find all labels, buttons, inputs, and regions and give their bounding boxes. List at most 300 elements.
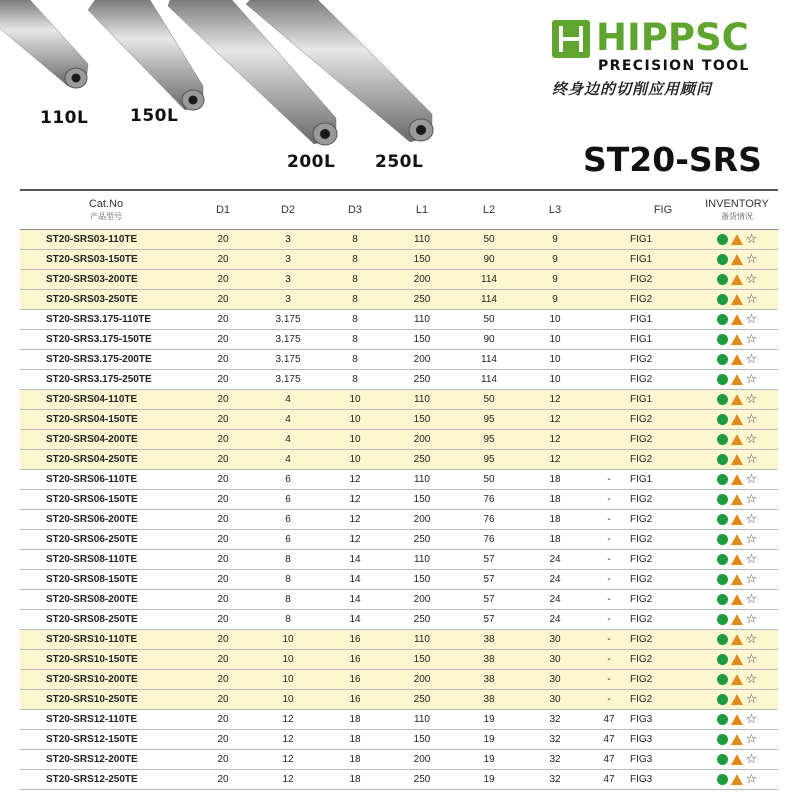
cell-l1: 250 <box>388 449 456 469</box>
cell-l3: 12 <box>522 449 588 469</box>
cell-d3: 14 <box>322 569 388 589</box>
header-l2: L2 <box>456 190 522 229</box>
cell-d1: 20 <box>192 369 254 389</box>
cell-fig: FIG2 <box>630 369 696 389</box>
cell-inventory <box>696 669 778 689</box>
cell-x <box>588 449 630 469</box>
cell-cat: ST20-SRS03-200TE <box>20 269 192 289</box>
cell-d1: 20 <box>192 289 254 309</box>
cell-l2: 57 <box>456 589 522 609</box>
cell-d2: 12 <box>254 749 322 769</box>
in-stock-dot-icon <box>717 294 728 305</box>
cell-l2: 90 <box>456 329 522 349</box>
cell-d1: 20 <box>192 349 254 369</box>
cell-l1: 110 <box>388 389 456 409</box>
in-stock-dot-icon <box>717 754 728 765</box>
cell-inventory <box>696 509 778 529</box>
triangle-icon <box>731 354 743 365</box>
cell-fig: FIG1 <box>630 469 696 489</box>
header-l1: L1 <box>388 190 456 229</box>
cell-d3: 8 <box>322 229 388 249</box>
cell-l2: 76 <box>456 529 522 549</box>
cell-x: 47 <box>588 769 630 789</box>
header-inventory: INVENTORY 备货情况 <box>696 190 778 229</box>
cell-l2: 57 <box>456 609 522 629</box>
cell-fig: FIG2 <box>630 349 696 369</box>
cell-x <box>588 249 630 269</box>
cell-inventory <box>696 709 778 729</box>
cell-d1: 20 <box>192 469 254 489</box>
star-outline-icon: ☆ <box>745 511 758 526</box>
cell-l2: 38 <box>456 669 522 689</box>
cell-l2: 76 <box>456 509 522 529</box>
cell-l3: 9 <box>522 269 588 289</box>
cell-l2: 114 <box>456 369 522 389</box>
table-row <box>20 249 778 269</box>
cell-d2: 10 <box>254 689 322 709</box>
table-row <box>20 589 778 609</box>
header-d2: D2 <box>254 190 322 229</box>
cell-cat: ST20-SRS3.175-150TE <box>20 329 192 349</box>
cell-x: - <box>588 489 630 509</box>
header-cat-no-sub: 产品型号 <box>90 211 122 221</box>
in-stock-dot-icon <box>717 774 728 785</box>
cell-fig: FIG2 <box>630 409 696 429</box>
cell-d1: 20 <box>192 589 254 609</box>
triangle-icon <box>731 614 743 625</box>
cell-inventory <box>696 629 778 649</box>
cell-l1: 250 <box>388 689 456 709</box>
cell-d1: 20 <box>192 249 254 269</box>
cell-d2: 3.175 <box>254 309 322 329</box>
star-outline-icon: ☆ <box>745 671 758 686</box>
cell-d2: 6 <box>254 529 322 549</box>
star-outline-icon: ☆ <box>745 611 758 626</box>
cell-l3: 10 <box>522 349 588 369</box>
cell-fig: FIG2 <box>630 649 696 669</box>
cell-d2: 4 <box>254 409 322 429</box>
cell-cat: ST20-SRS06-200TE <box>20 509 192 529</box>
header-l3: L3 <box>522 190 588 229</box>
cell-d1: 20 <box>192 449 254 469</box>
triangle-icon <box>731 254 743 265</box>
star-outline-icon: ☆ <box>745 251 758 266</box>
cell-d1: 20 <box>192 669 254 689</box>
triangle-icon <box>731 534 743 545</box>
table-row <box>20 529 778 549</box>
cell-l3: 24 <box>522 589 588 609</box>
cell-l1: 110 <box>388 229 456 249</box>
star-outline-icon: ☆ <box>745 311 758 326</box>
star-outline-icon: ☆ <box>745 331 758 346</box>
cell-x <box>588 429 630 449</box>
table-row <box>20 489 778 509</box>
cell-l3: 30 <box>522 689 588 709</box>
cell-x <box>588 409 630 429</box>
label-250l: 250L <box>375 152 424 172</box>
table-row <box>20 649 778 669</box>
cell-x <box>588 349 630 369</box>
cell-l1: 200 <box>388 429 456 449</box>
cell-l1: 110 <box>388 709 456 729</box>
cell-d2: 8 <box>254 589 322 609</box>
cell-cat: ST20-SRS04-250TE <box>20 449 192 469</box>
cell-inventory <box>696 729 778 749</box>
triangle-icon <box>731 414 743 425</box>
cell-inventory <box>696 549 778 569</box>
cell-l1: 200 <box>388 749 456 769</box>
cell-fig: FIG3 <box>630 769 696 789</box>
table-row <box>20 509 778 529</box>
cell-l2: 38 <box>456 649 522 669</box>
cell-d1: 20 <box>192 629 254 649</box>
cell-inventory <box>696 389 778 409</box>
triangle-icon <box>731 454 743 465</box>
cell-cat: ST20-SRS04-150TE <box>20 409 192 429</box>
cell-cat: ST20-SRS3.175-200TE <box>20 349 192 369</box>
cell-inventory <box>696 449 778 469</box>
triangle-icon <box>731 554 743 565</box>
cell-d3: 18 <box>322 729 388 749</box>
cell-cat: ST20-SRS12-250TE <box>20 769 192 789</box>
cell-cat: ST20-SRS06-150TE <box>20 489 192 509</box>
in-stock-dot-icon <box>717 454 728 465</box>
cell-d1: 20 <box>192 689 254 709</box>
star-outline-icon: ☆ <box>745 631 758 646</box>
cell-x <box>588 269 630 289</box>
cell-l3: 12 <box>522 409 588 429</box>
cell-l1: 200 <box>388 509 456 529</box>
cell-x: - <box>588 549 630 569</box>
label-200l: 200L <box>287 152 336 172</box>
cell-fig: FIG1 <box>630 309 696 329</box>
cell-l1: 200 <box>388 589 456 609</box>
cell-x: 47 <box>588 709 630 729</box>
table-row <box>20 609 778 629</box>
cell-d2: 4 <box>254 429 322 449</box>
cell-d1: 20 <box>192 509 254 529</box>
cell-inventory <box>696 289 778 309</box>
cell-d3: 16 <box>322 669 388 689</box>
cell-l1: 250 <box>388 609 456 629</box>
cell-d2: 8 <box>254 609 322 629</box>
in-stock-dot-icon <box>717 614 728 625</box>
cell-l3: 10 <box>522 309 588 329</box>
cell-d3: 12 <box>322 469 388 489</box>
table-row <box>20 769 778 789</box>
cell-l2: 95 <box>456 429 522 449</box>
cell-cat: ST20-SRS12-200TE <box>20 749 192 769</box>
cell-d3: 12 <box>322 509 388 529</box>
cell-cat: ST20-SRS04-200TE <box>20 429 192 449</box>
cell-l2: 95 <box>456 409 522 429</box>
cell-cat: ST20-SRS12-150TE <box>20 729 192 749</box>
star-outline-icon: ☆ <box>745 731 758 746</box>
triangle-icon <box>731 714 743 725</box>
cell-x: - <box>588 509 630 529</box>
cell-inventory <box>696 309 778 329</box>
triangle-icon <box>731 694 743 705</box>
header-cat-no: Cat.No 产品型号 <box>20 190 192 229</box>
cell-x <box>588 389 630 409</box>
in-stock-dot-icon <box>717 394 728 405</box>
in-stock-dot-icon <box>717 354 728 365</box>
star-outline-icon: ☆ <box>745 571 758 586</box>
in-stock-dot-icon <box>717 554 728 565</box>
cell-d1: 20 <box>192 749 254 769</box>
cell-l1: 150 <box>388 649 456 669</box>
triangle-icon <box>731 574 743 585</box>
in-stock-dot-icon <box>717 734 728 745</box>
cell-d3: 10 <box>322 429 388 449</box>
cell-d2: 6 <box>254 489 322 509</box>
cell-l2: 114 <box>456 289 522 309</box>
cell-l3: 24 <box>522 569 588 589</box>
brand-logo <box>552 18 792 98</box>
cell-l1: 250 <box>388 769 456 789</box>
cell-d1: 20 <box>192 529 254 549</box>
cell-l3: 32 <box>522 729 588 749</box>
cell-d3: 18 <box>322 709 388 729</box>
cell-inventory <box>696 609 778 629</box>
in-stock-dot-icon <box>717 374 728 385</box>
triangle-icon <box>731 474 743 485</box>
cell-l2: 19 <box>456 709 522 729</box>
triangle-icon <box>731 774 743 785</box>
cell-fig: FIG2 <box>630 669 696 689</box>
cell-l1: 150 <box>388 729 456 749</box>
cell-d2: 3 <box>254 269 322 289</box>
cell-l1: 200 <box>388 349 456 369</box>
cell-d1: 20 <box>192 409 254 429</box>
cell-d3: 8 <box>322 269 388 289</box>
cell-l1: 110 <box>388 309 456 329</box>
cell-l3: 32 <box>522 709 588 729</box>
cell-l2: 114 <box>456 349 522 369</box>
in-stock-dot-icon <box>717 314 728 325</box>
cell-d2: 6 <box>254 469 322 489</box>
cell-inventory <box>696 769 778 789</box>
star-outline-icon: ☆ <box>745 271 758 286</box>
cell-l2: 95 <box>456 449 522 469</box>
cell-l3: 9 <box>522 229 588 249</box>
cell-fig: FIG1 <box>630 329 696 349</box>
cell-d1: 20 <box>192 229 254 249</box>
cell-d3: 10 <box>322 389 388 409</box>
cell-d2: 12 <box>254 769 322 789</box>
cell-d2: 10 <box>254 649 322 669</box>
cell-d2: 3.175 <box>254 369 322 389</box>
cell-l1: 200 <box>388 669 456 689</box>
cell-d2: 10 <box>254 629 322 649</box>
table-row <box>20 289 778 309</box>
cell-x <box>588 289 630 309</box>
brand-slogan: 终身边的切削应用顾问 <box>552 80 713 98</box>
star-outline-icon: ☆ <box>745 751 758 766</box>
cell-cat: ST20-SRS08-250TE <box>20 609 192 629</box>
cell-d3: 10 <box>322 449 388 469</box>
cell-d2: 3 <box>254 289 322 309</box>
cell-x <box>588 229 630 249</box>
cell-x <box>588 329 630 349</box>
cell-l1: 110 <box>388 629 456 649</box>
cell-d3: 16 <box>322 649 388 669</box>
star-outline-icon: ☆ <box>745 451 758 466</box>
cell-inventory <box>696 369 778 389</box>
cell-d2: 12 <box>254 709 322 729</box>
cell-fig: FIG2 <box>630 629 696 649</box>
cell-l3: 30 <box>522 649 588 669</box>
cell-l1: 250 <box>388 529 456 549</box>
cell-inventory <box>696 349 778 369</box>
cell-fig: FIG2 <box>630 549 696 569</box>
cell-l1: 150 <box>388 569 456 589</box>
star-outline-icon: ☆ <box>745 591 758 606</box>
cell-cat: ST20-SRS10-150TE <box>20 649 192 669</box>
cell-inventory <box>696 329 778 349</box>
cell-fig: FIG2 <box>630 689 696 709</box>
cell-cat: ST20-SRS04-110TE <box>20 389 192 409</box>
in-stock-dot-icon <box>717 234 728 245</box>
cell-inventory <box>696 269 778 289</box>
cell-fig: FIG2 <box>630 269 696 289</box>
cell-l2: 38 <box>456 689 522 709</box>
triangle-icon <box>731 634 743 645</box>
cell-d1: 20 <box>192 649 254 669</box>
table-row <box>20 449 778 469</box>
cell-d3: 8 <box>322 369 388 389</box>
cell-l2: 114 <box>456 269 522 289</box>
cell-d2: 10 <box>254 669 322 689</box>
cell-d2: 3.175 <box>254 349 322 369</box>
cell-l3: 24 <box>522 609 588 629</box>
cell-inventory <box>696 429 778 449</box>
cell-l1: 110 <box>388 469 456 489</box>
table-row <box>20 689 778 709</box>
cell-inventory <box>696 689 778 709</box>
cell-cat: ST20-SRS10-110TE <box>20 629 192 649</box>
cell-fig: FIG2 <box>630 289 696 309</box>
cell-l2: 57 <box>456 549 522 569</box>
cell-x: - <box>588 589 630 609</box>
cell-l1: 150 <box>388 409 456 429</box>
cell-l3: 12 <box>522 429 588 449</box>
cell-inventory <box>696 489 778 509</box>
cell-d2: 4 <box>254 389 322 409</box>
cell-inventory <box>696 649 778 669</box>
header-d1: D1 <box>192 190 254 229</box>
triangle-icon <box>731 594 743 605</box>
cell-d3: 8 <box>322 249 388 269</box>
star-outline-icon: ☆ <box>745 351 758 366</box>
cell-d2: 4 <box>254 449 322 469</box>
triangle-icon <box>731 434 743 445</box>
cell-cat: ST20-SRS03-110TE <box>20 229 192 249</box>
cell-x: - <box>588 529 630 549</box>
cell-l2: 90 <box>456 249 522 269</box>
cell-d1: 20 <box>192 329 254 349</box>
cell-l1: 250 <box>388 369 456 389</box>
cell-l1: 250 <box>388 289 456 309</box>
cell-d2: 3 <box>254 249 322 269</box>
in-stock-dot-icon <box>717 414 728 425</box>
cell-d2: 8 <box>254 549 322 569</box>
cell-l3: 18 <box>522 509 588 529</box>
cell-d3: 8 <box>322 309 388 329</box>
star-outline-icon: ☆ <box>745 291 758 306</box>
cell-l2: 50 <box>456 469 522 489</box>
in-stock-dot-icon <box>717 274 728 285</box>
cell-l3: 10 <box>522 369 588 389</box>
cell-l3: 32 <box>522 749 588 769</box>
cell-d2: 6 <box>254 509 322 529</box>
triangle-icon <box>731 294 743 305</box>
cell-fig: FIG3 <box>630 749 696 769</box>
cell-d3: 12 <box>322 529 388 549</box>
header-inventory-sub: 备货情况 <box>721 211 753 221</box>
table-row <box>20 349 778 369</box>
cell-d2: 3.175 <box>254 329 322 349</box>
cell-l1: 150 <box>388 489 456 509</box>
cell-cat: ST20-SRS3.175-250TE <box>20 369 192 389</box>
cell-l2: 50 <box>456 309 522 329</box>
cell-fig: FIG2 <box>630 609 696 629</box>
table-row <box>20 709 778 729</box>
star-outline-icon: ☆ <box>745 711 758 726</box>
cell-l3: 18 <box>522 529 588 549</box>
header-d3: D3 <box>322 190 388 229</box>
cell-inventory <box>696 749 778 769</box>
cell-d3: 14 <box>322 609 388 629</box>
cell-cat: ST20-SRS08-110TE <box>20 549 192 569</box>
cell-d3: 8 <box>322 289 388 309</box>
cell-d3: 14 <box>322 589 388 609</box>
star-outline-icon: ☆ <box>745 231 758 246</box>
table-row <box>20 369 778 389</box>
in-stock-dot-icon <box>717 674 728 685</box>
triangle-icon <box>731 754 743 765</box>
cell-cat: ST20-SRS12-110TE <box>20 709 192 729</box>
star-outline-icon: ☆ <box>745 691 758 706</box>
cell-x: - <box>588 629 630 649</box>
star-outline-icon: ☆ <box>745 371 758 386</box>
star-outline-icon: ☆ <box>745 471 758 486</box>
cell-d1: 20 <box>192 729 254 749</box>
table-row <box>20 549 778 569</box>
header-fig: FIG <box>630 190 696 229</box>
cell-d3: 10 <box>322 409 388 429</box>
table-row <box>20 629 778 649</box>
table-row <box>20 409 778 429</box>
cell-l3: 24 <box>522 549 588 569</box>
star-outline-icon: ☆ <box>745 431 758 446</box>
cell-d2: 12 <box>254 729 322 749</box>
cell-x: - <box>588 609 630 629</box>
triangle-icon <box>731 314 743 325</box>
in-stock-dot-icon <box>717 574 728 585</box>
label-150l: 150L <box>130 106 179 126</box>
table-row <box>20 429 778 449</box>
spec-table <box>20 189 778 790</box>
cell-fig: FIG2 <box>630 569 696 589</box>
brand-subtitle: PRECISION TOOL <box>598 58 750 74</box>
table-row <box>20 309 778 329</box>
cell-fig: FIG3 <box>630 729 696 749</box>
cell-x: 47 <box>588 729 630 749</box>
table-row <box>20 569 778 589</box>
table-row <box>20 389 778 409</box>
cell-l3: 18 <box>522 489 588 509</box>
